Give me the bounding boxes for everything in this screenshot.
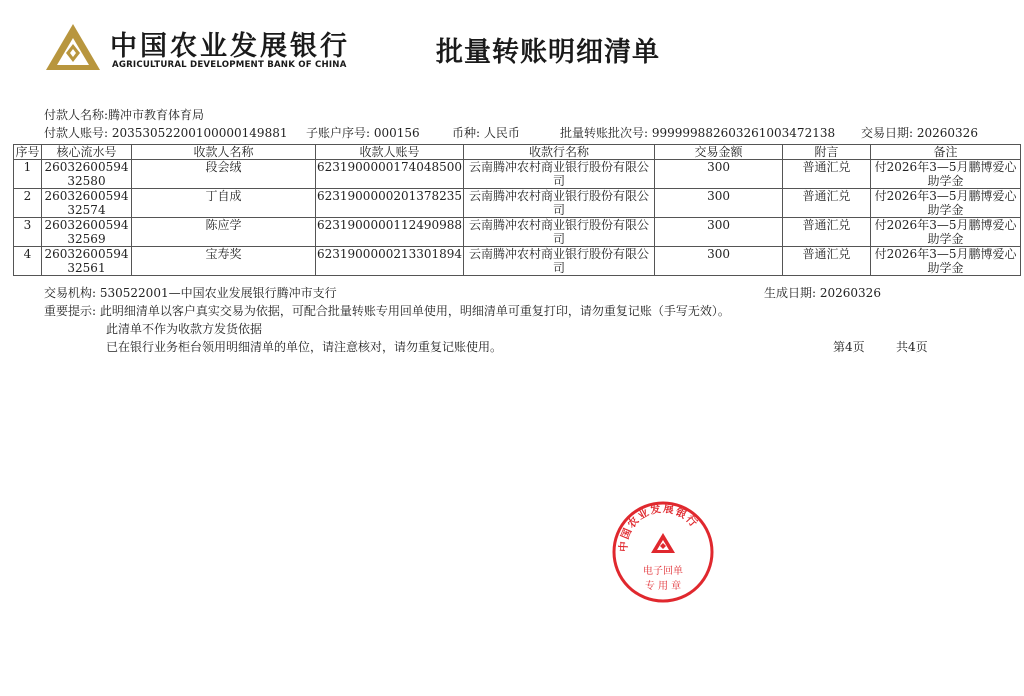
currency-row (452, 124, 520, 141)
trade-date-row (861, 124, 978, 141)
institution: 530522001—中国农业发展银行腾冲市支行 (99, 286, 337, 300)
gen-date-label: 生成日期: (764, 286, 817, 300)
table-row (14, 247, 1021, 276)
svg-text:中国农业发展银行: 中国农业发展银行 (617, 502, 701, 553)
payer-name-row (44, 106, 204, 123)
bank-name-en: AGRICULTURAL DEVELOPMENT BANK OF CHINA (112, 60, 347, 70)
seal-line-1: 电子回单 (643, 566, 683, 577)
batch-no: 9999998826032610034721​38 (651, 126, 836, 140)
cell-remark: 付2026年3—5月鹏博爱心助学金 (871, 160, 1021, 189)
payer-name: 腾冲市教育体育局 (108, 108, 205, 122)
gen-date: 20260326 (819, 286, 881, 300)
seal-line-2: 专 用 章 (644, 581, 682, 592)
trade-date: 20260326 (916, 126, 978, 140)
cell-postscript: 普通汇兑 (783, 247, 871, 276)
notice-text-2: 此清单不作为收款方发货依据 (106, 322, 263, 336)
cell-postscript: 普通汇兑 (783, 218, 871, 247)
cell-amount: 300 (655, 160, 783, 189)
cell-serial: 2603260059432574 (42, 189, 132, 218)
cell-payee-account: 6231900000213301894 (316, 247, 464, 276)
col-header-payee-name: 收款人名称 (132, 145, 316, 160)
cell-payee-bank: 云南腾冲农村商业银行股份有限公司 (464, 247, 655, 276)
cell-payee-name: 陈应学 (132, 218, 316, 247)
batch-label: 批量转账批次号: (560, 126, 649, 140)
cell-serial: 2603260059432569 (42, 218, 132, 247)
detail-table (13, 144, 1021, 276)
institution-label: 交易机构: (44, 286, 97, 300)
table-row (14, 218, 1021, 247)
sub-account: 000156 (373, 126, 420, 140)
cell-postscript: 普通汇兑 (783, 189, 871, 218)
cell-payee-bank: 云南腾冲农村商业银行股份有限公司 (464, 189, 655, 218)
col-header-payee-account: 收款人账号 (316, 145, 464, 160)
cell-postscript: 普通汇兑 (783, 160, 871, 189)
payer-name-label: 付款人名称: (44, 108, 109, 122)
payer-account-label: 付款人账号: (44, 126, 109, 140)
col-header-remark: 备注 (871, 145, 1021, 160)
table-row (14, 189, 1021, 218)
cell-serial: 2603260059432580 (42, 160, 132, 189)
payer-account: 20353052200100000149881 (111, 126, 288, 140)
col-header-postscript: 附言 (783, 145, 871, 160)
cell-serial: 2603260059432561 (42, 247, 132, 276)
cell-amount: 300 (655, 247, 783, 276)
col-header-index: 序号 (15, 145, 40, 159)
cell-remark: 付2026年3—5月鹏博爱心助学金 (871, 189, 1021, 218)
cell-index: 4 (14, 247, 42, 276)
notice-label: 重要提示: (44, 304, 97, 318)
notice-text-3: 已在银行业务柜台领用明细清单的单位，请注意核对，请勿重复记账使用。 (106, 340, 503, 354)
currency: 人民币 (483, 126, 520, 140)
currency-label: 币种: (452, 126, 481, 140)
cell-payee-name: 丁自成 (132, 189, 316, 218)
sub-account-row (306, 124, 420, 141)
institution-row (44, 284, 337, 301)
page-title: 批量转账明细清单 (436, 37, 660, 68)
cell-amount: 300 (655, 189, 783, 218)
cell-payee-account: 6231900000201378235 (316, 189, 464, 218)
bank-name-cn: 中国农业发展银行 (110, 31, 350, 62)
table-header-row (14, 145, 1021, 160)
cell-payee-bank: 云南腾冲农村商业银行股份有限公司 (464, 218, 655, 247)
cell-payee-name: 宝寿奖 (132, 247, 316, 276)
page-current: 第4页 (833, 340, 865, 354)
gen-date-row (764, 284, 881, 301)
batch-row (560, 124, 835, 141)
cell-remark: 付2026年3—5月鹏博爱心助学金 (871, 247, 1021, 276)
cell-remark: 付2026年3—5月鹏博爱心助学金 (871, 218, 1021, 247)
official-seal (611, 500, 715, 604)
bank-emblem-icon (44, 22, 102, 72)
seal-emblem-icon (651, 533, 675, 553)
payer-account-row (44, 124, 287, 141)
page-total: 共4页 (896, 340, 928, 354)
cell-amount: 300 (655, 218, 783, 247)
col-header-serial: 核心流水号 (42, 145, 132, 160)
sub-account-label: 子账户序号: (306, 126, 371, 140)
cell-payee-account: 6231900000112490988 (316, 218, 464, 247)
cell-payee-account: 6231900000174048500 (316, 160, 464, 189)
table-row (14, 160, 1021, 189)
bank-logo (44, 22, 364, 74)
cell-index: 1 (14, 160, 42, 189)
cell-payee-bank: 云南腾冲农村商业银行股份有限公司 (464, 160, 655, 189)
notice-text-1: 此明细清单以客户真实交易为依据，可配合批量转账专用回单使用，明细清单可重复打印，请勿重复记账（手写无效）。 (99, 304, 730, 318)
cell-payee-name: 段会绒 (132, 160, 316, 189)
col-header-amount: 交易金额 (655, 145, 783, 160)
col-header-payee-bank: 收款行名称 (464, 145, 655, 160)
notice-row-1 (44, 302, 730, 319)
trade-date-label: 交易日期: (861, 126, 914, 140)
cell-index: 3 (14, 218, 42, 247)
cell-index: 2 (14, 189, 42, 218)
